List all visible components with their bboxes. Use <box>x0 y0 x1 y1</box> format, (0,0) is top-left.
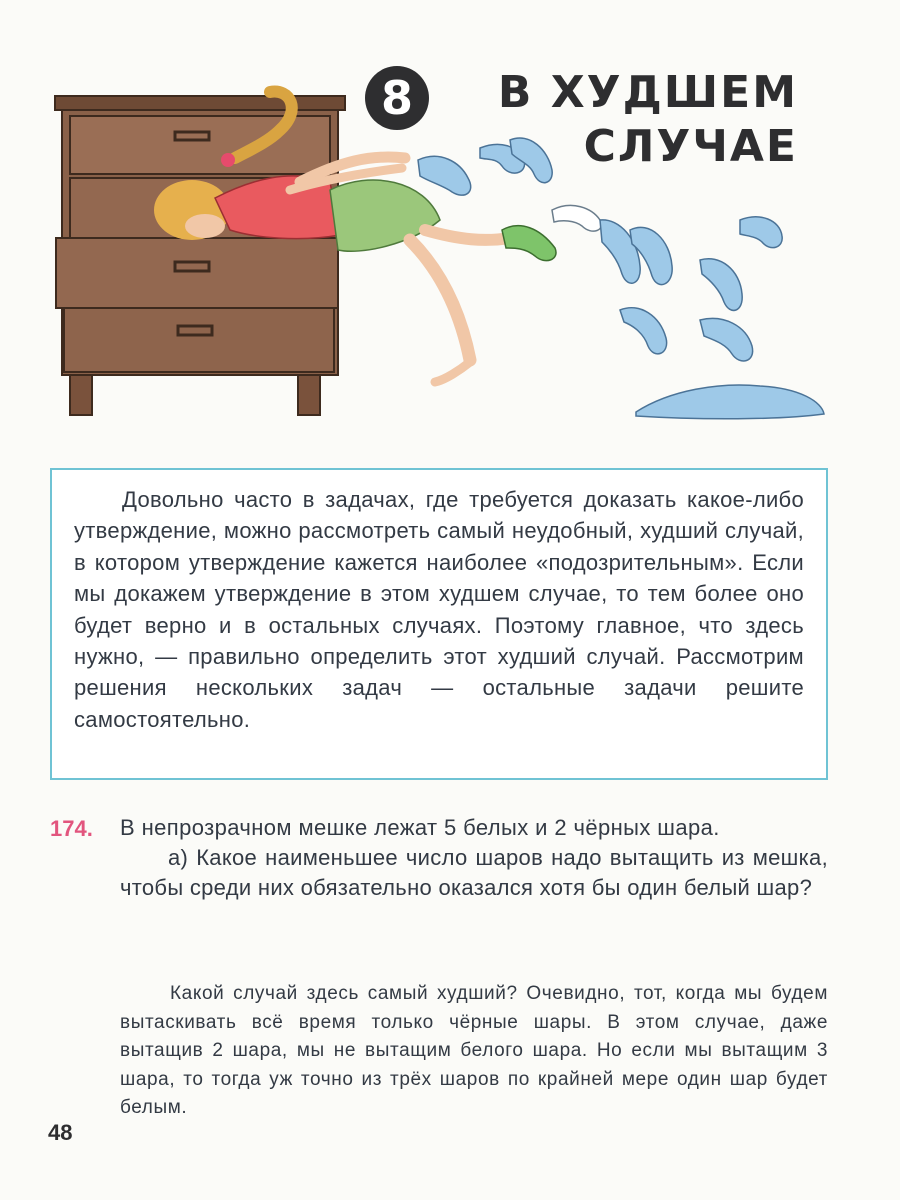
intro-frame <box>50 468 828 780</box>
chapter-title <box>498 66 798 174</box>
problem-part-a: а) Какое наименьшее число шаров надо вытащить из мешка, чтобы среди них обязательно оказался хотя бы один белый шар? <box>120 845 828 900</box>
problem-number: 174. <box>50 816 93 841</box>
problem-statement: В непрозрачном мешке лежат 5 белых и 2 чёрных шара. <box>120 815 720 840</box>
intro-paragraph: Довольно часто в задачах, где требуется доказать какое-либо утверждение, можно рассмотреть самый неудобный, худший случай, в котором утверждение кажется наиболее «подозрительным». Если мы докажем утверждение в этом худшем случае, то тем более оно будет верно и в остальных случаях. Поэтому главное, что здесь нужно, — правильно определить этот худший случай. Рассмотрим решения нескольких задач — остальные задачи решите самостоятельно. <box>74 487 804 732</box>
solution-text: Какой случай здесь самый худший? Очевидно, тот, когда мы будем вытаскивать всё время только чёрные шары. В этом случае, даже вытащив 2 шара, мы не вытащим белого шара. Но если мы вытащим 3 шара, то тогда уж точно из трёх шаров по крайней мере один шар будет белым. <box>120 983 828 1118</box>
solution-block <box>120 980 828 1123</box>
socks-drawing <box>418 138 824 419</box>
problem-body <box>120 813 828 903</box>
chapter-number-badge: 8 <box>365 66 429 130</box>
dresser-drawing <box>55 96 345 415</box>
chapter-title-line2: СЛУЧАЕ <box>583 121 798 172</box>
page-number: 48 <box>48 1120 73 1145</box>
chapter-title-line1: В ХУДШЕМ <box>497 67 798 118</box>
